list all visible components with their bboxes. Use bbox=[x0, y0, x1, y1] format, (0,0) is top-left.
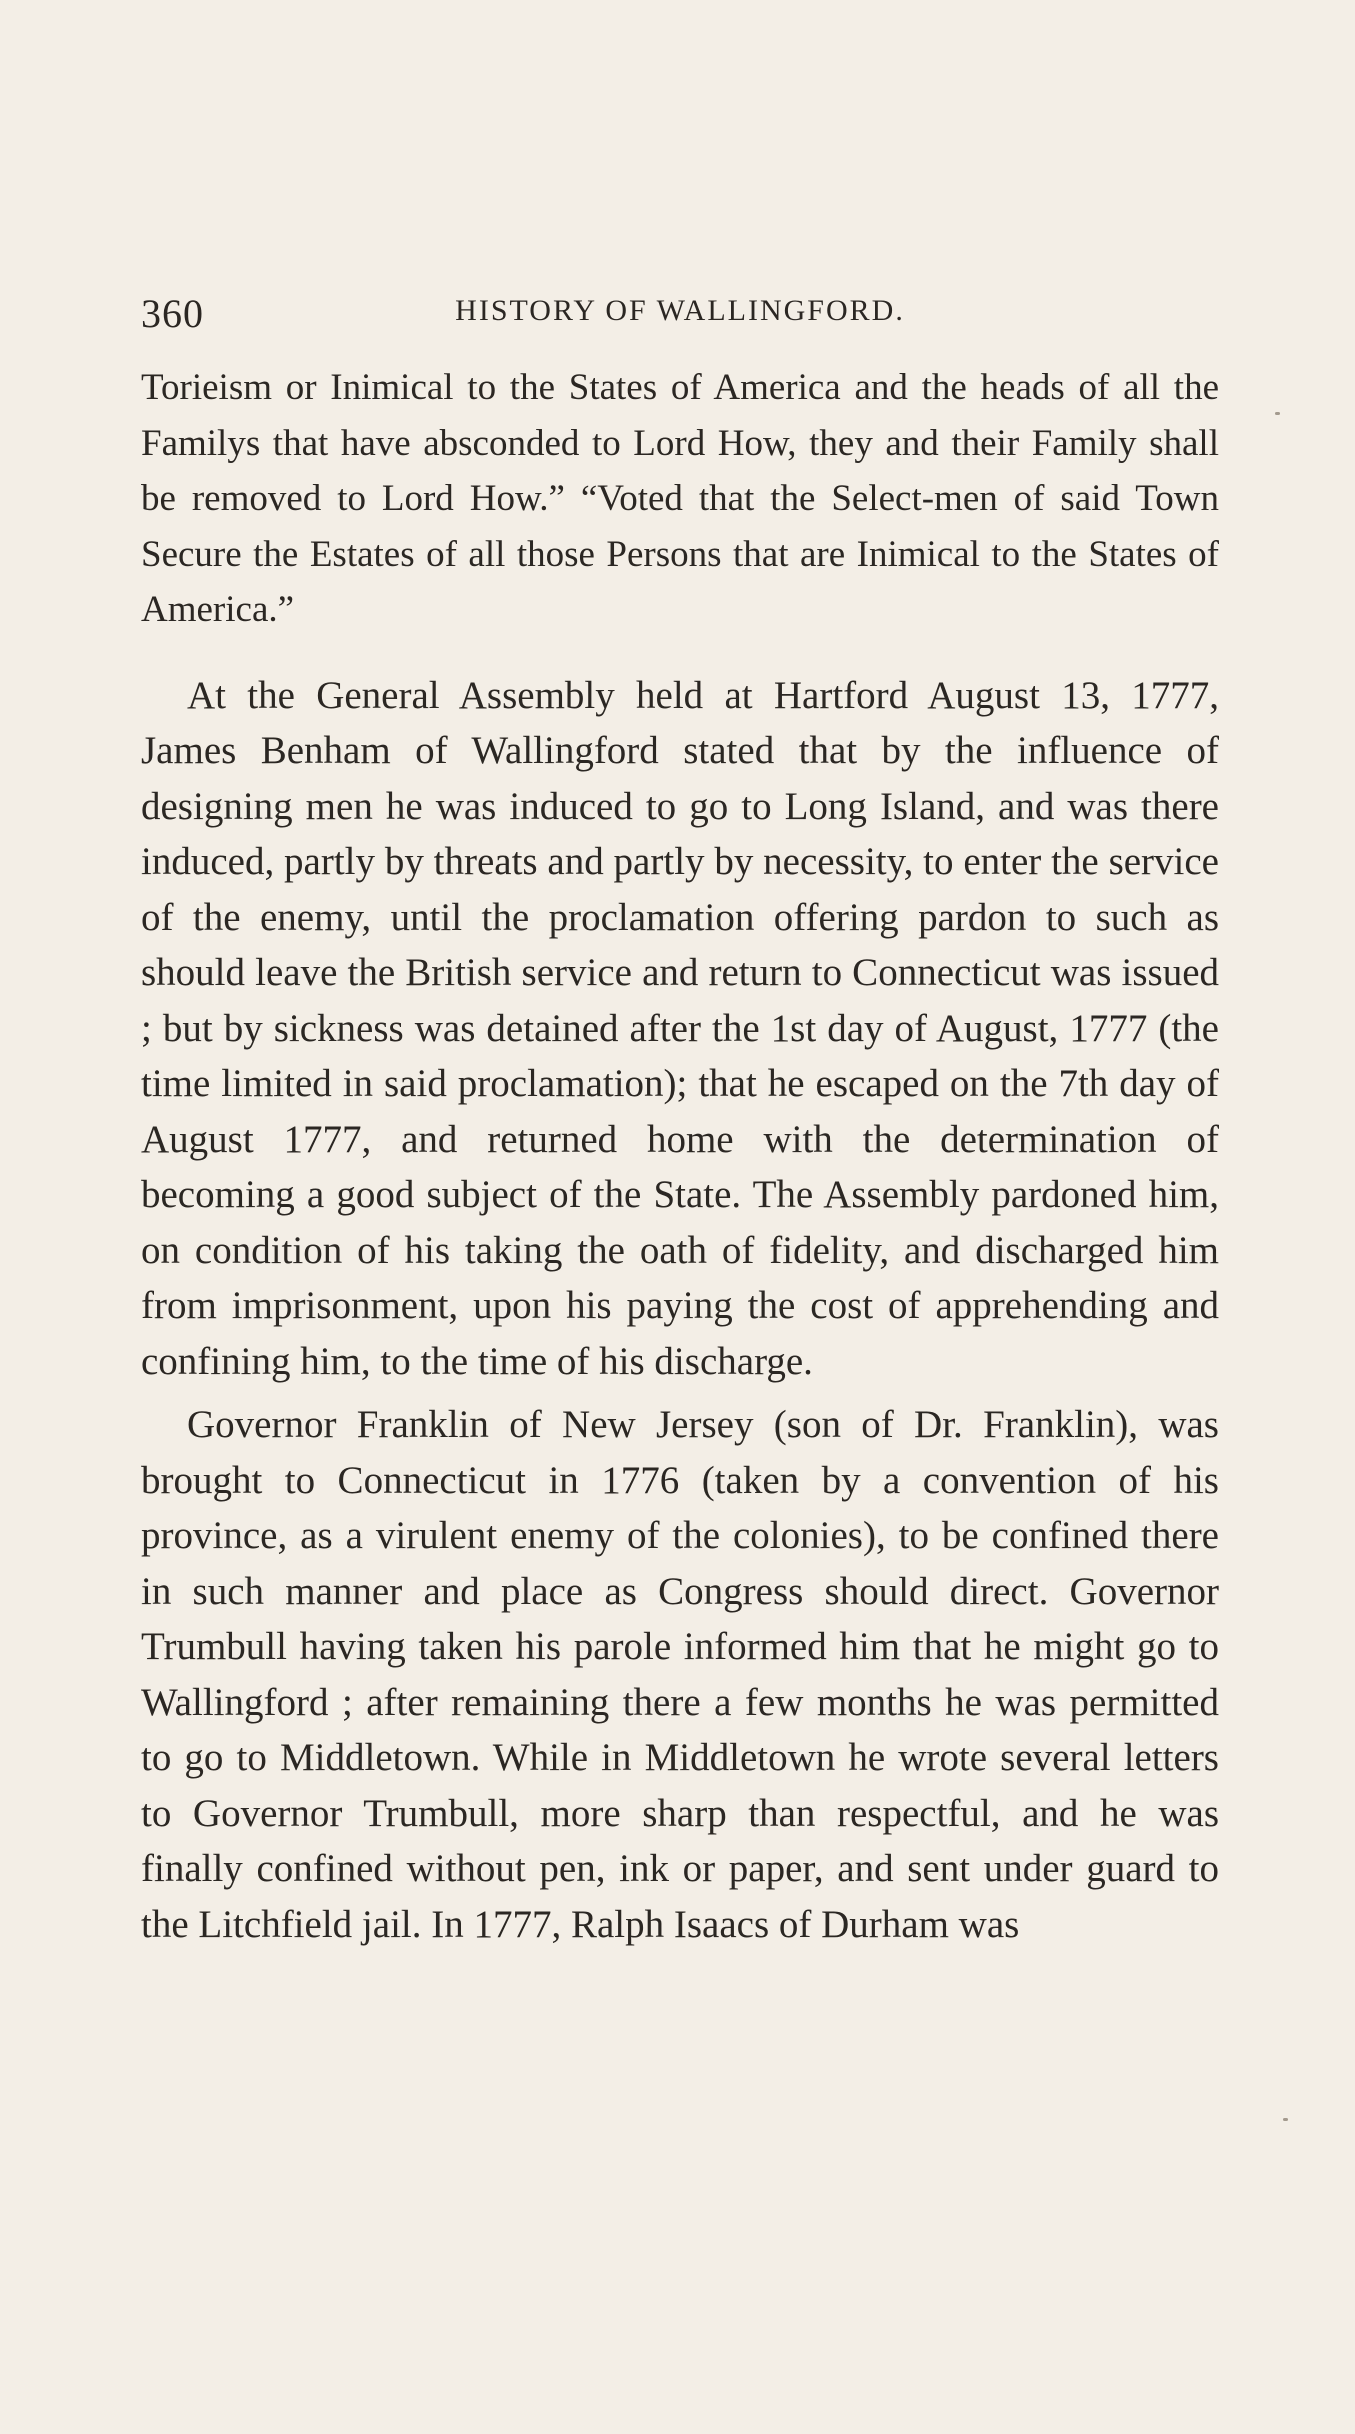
paper-speck bbox=[1283, 2118, 1288, 2121]
paragraph-governor-franklin: Governor Franklin of New Jersey (son of Dr. Franklin), was brought to Connecticut in 1776 (taken by a convention of his province, as a virulent enemy of the colonies), to be confined there in such manner and place as Congress should direct. Governor Trumbull having taken his parole informed him that he might go to Wallingford ; after remaining there a few months he was permitted to go to Middletown. While in Middletown he wrote several letters to Governor Trumbull, more sharp than respectful, and he was finally confined without pen, ink or paper, and sent under guard to the Litchfield jail. In 1777, Ralph Isaacs of Durham was bbox=[141, 1403, 1219, 1946]
book-page bbox=[141, 290, 1219, 1952]
running-title: HISTORY OF WALLINGFORD. bbox=[455, 294, 905, 327]
page-number: 360 bbox=[141, 291, 204, 336]
running-head bbox=[141, 290, 1219, 360]
paper-speck bbox=[1275, 412, 1280, 415]
paragraph-town-vote: Torieism or Inimical to the States of America and the heads of all the Familys that have absconded to Lord How, they and their Family shall be removed to Lord How.” “Voted that the Select-men of said Town Secure the Estates of all those Persons that are Inimical to the States of America.” bbox=[141, 367, 1219, 630]
paragraph-james-benham: At the General Assembly held at Hartford August 13, 1777, James Benham of Wallingford stated that by the influence of designing men he was induced to go to Long Island, and was there induced, partly by threats and partly by necessity, to enter the service of the enemy, until the proclamation offering pardon to such as should leave the British service and return to Connecticut was issued ; but by sickness was detained after the 1st day of August, 1777 (the time limited in said proclamation); that he escaped on the 7th day of August 1777, and returned home with the determination of becoming a good subject of the State. The Assembly pardoned him, on condition of his taking the oath of fidelity, and discharged him from imprisonment, upon his paying the cost of apprehending and confining him, to the time of his discharge. bbox=[141, 673, 1219, 1383]
